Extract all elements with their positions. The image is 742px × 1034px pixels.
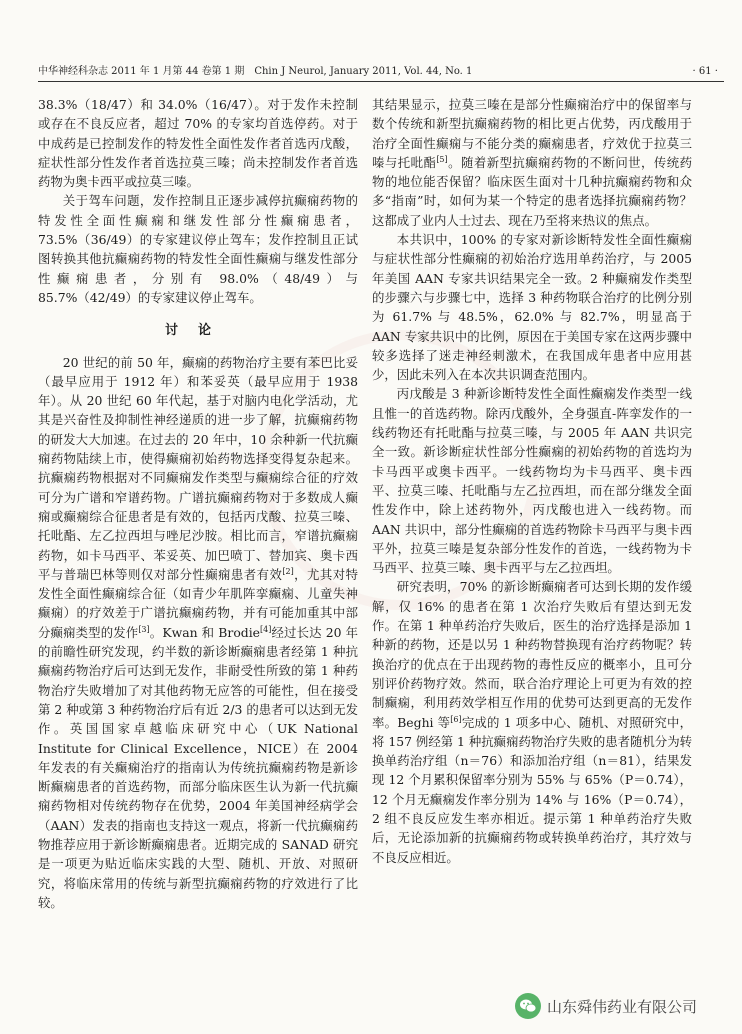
section-heading-discussion: 讨论 xyxy=(164,323,231,339)
text-run: 经过长达 20 年的前瞻性研究发现，约半数的新诊断癫痫患者经第 1 种抗癫痫药物治疗后可达到无发作，非耐受性所致的第 1 种药物治疗失败增加了对其他药物无应答的可能性，但在接受第 2 种或第 3 种药物治疗后有近 2/3 的患者可以达到无发作。英国国家卓越临床研究中心（UK National Institute for Clinical Excellence，NICE）在 2004 年发表的有关癫痫治疗的指南认为传统抗癫痫药物是新诊断癫痫患者的首选药物，而部分临床医生认为新一代抗癫痫药物相对传统药物存在优势，2004 年美国神经病学会（AAN）发表的指南也支持这一观点，将新一代抗癫痫药物推荐应用于新诊断癫痫患者。近期完成的 SANAD 研究是一项更为贴近临床实践的大型、随机、开放、对照研究，将临床常用的传统与新型抗癫痫药物的疗效进行了比较。 xyxy=(38,624,358,910)
citation-ref: [4] xyxy=(260,624,272,634)
citation-ref: [6] xyxy=(450,714,462,724)
left-column xyxy=(38,95,358,912)
text-run: ，尤其对特发性全面性癫痫综合征（如青少年肌阵挛癫痫、儿童失神癫痫）的疗效差于广谱抗癫痫药物，并有可能加重其中部分癫痫类型的发作 xyxy=(38,566,359,640)
wechat-icon xyxy=(515,993,541,1019)
source-watermark xyxy=(515,993,697,1019)
paragraph xyxy=(372,95,692,230)
paragraph xyxy=(372,577,692,866)
paragraph: 关于驾车问题，发作控制且正逐步减停抗癫痫药物的特发性全面性癫痫和继发性部分性癫痫患者，73.5%（36/49）的专家建议停止驾车；发作控制且正试图转换其他抗癫痫药物的特发性全面性癫痫与继发性部分性癫痫患者，分别有 98.0%（48/49）与 85.7%（42/49）的专家建议停止驾车。 xyxy=(38,193,358,305)
journal-citation: 中华神经科杂志 2011 年 1 月第 44 卷第 1 期 Chin J Neurol, January 2011, Vol. 44, No. 1 xyxy=(38,66,473,77)
right-column xyxy=(372,95,692,867)
page-number: · 61 · xyxy=(692,66,718,77)
header-rule xyxy=(38,81,724,82)
text-run: 研究表明，70% 的新诊断癫痫者可达到长期的发作缓解，仅 16% 的患者在第 1 次治疗失败后有望达到无发作。在第 1 种单药治疗失败后，医生的治疗选择是添加 1 种新的药物，还是以另 1 种药物替换现有治疗药物呢？转换治疗的优点在于出现药物的毒性反应的概率小，且可分别评价药物疗效。然而，联合治疗理论上可更为有效的控制癫痫，利用药效学相互作用的优势可达到更高的无发作率。Beghi 等 xyxy=(372,579,692,730)
paragraph: 本共识中，100% 的专家对新诊断特发性全面性癫痫与症状性部分性癫痫的初始治疗选用单药治疗，与 2005 年美国 AAN 专家共识结果完全一致。2 种癫痫发作类型的步骤六与步骤七中，选择 3 种药物联合治疗的比例分别为 61.7% 与 48.5%，62.0% 与 82.7%，明显高于 AAN 专家共识中的比例，原因在于美国专家在这两步骤中较多选择了迷走神经刺激术，在我国成年患者中应用甚少，因此未列入在本次共识调查范围内。 xyxy=(372,232,692,383)
text-run: 20 世纪的前 50 年，癫痫的药物治疗主要有苯巴比妥（最早应用于 1912 年）和苯妥英（最早应用于 1938 年）。从 20 世纪 60 年代起，基于对脑内电化学活动，尤其是兴奋性及抑制性神经递质的进一步了解，抗癫痫药物的研发大大加速。在过去的 20 年中，10 余种新一代抗癫痫药物陆续上市，使得癫痫初始药物选择变得复杂起来。抗癫痫药物根据对不同癫痫发作类型与癫痫综合征的疗效可分为广谱和窄谱药物。广谱抗癫痫药物对于多数成人癫痫或癫痫综合征患者是有效的，包括丙戊酸、拉莫三嗪、托吡酯、左乙拉西坦与唑尼沙胺。相比而言，窄谱抗癫痫药物，如卡马西平、苯妥英、加巴喷丁、替加宾、奥卡西平与普瑞巴林等则仅对部分性癫痫患者有效 xyxy=(38,354,358,582)
paragraph: 38.3%（18/47）和 34.0%（16/47）。对于发作未控制或存在不良反应者，超过 70% 的专家均首选停药。对于中成药是已控制发作的特发性全面性发作者首选丙戊酸，症状性部分性发作者首选拉莫三嗪；尚未控制发作者首选药物为奥卡西平或拉莫三嗪。 xyxy=(38,97,358,190)
citation-ref: [2] xyxy=(282,566,294,576)
text-run: 完成的 1 项多中心、随机、对照研究中，将 157 例经第 1 种抗癫痫药物治疗失败的患者随机分为转换单药治疗组（n＝76）和添加治疗组（n＝81），结果发现 12 个月累积保留率分别为 55% 与 65%（P＝0.74），12 个月无癫痫发作率分别为 14% 与 16%（P＝0.74），2 组不良反应发生率亦相近。提示第 1 种单药治疗失败后，无论添加新的抗癫痫药物或转换单药治疗，其疗效与不良反应相近。 xyxy=(372,714,692,865)
paragraph: 丙戊酸是 3 种新诊断特发性全面性癫痫发作类型一线且惟一的首选药物。除丙戊酸外，全身强直-阵挛发作的一线药物还有托吡酯与拉莫三嗪，与 2005 年 AAN 共识完全一致。新诊断症状性部分性癫痫的初始药物的首选均为卡马西平或奥卡西平。一线药物均为卡马西平、奥卡西平、拉莫三嗪、托吡酯与左乙拉西坦，而在部分继发全面性发作中，除上述药物外，丙戊酸也进入一线药物。而 AAN 共识中，部分性癫痫的首选药物除卡马西平与奥卡西平外，拉莫三嗪是复杂部分性发作的首选，一线药物为卡马西平、拉莫三嗪、奥卡西平与左乙拉西坦。 xyxy=(372,386,692,576)
paragraph xyxy=(38,353,358,913)
text-run: 其结果显示，拉莫三嗪在是部分性癫痫治疗中的保留率与数个传统和新型抗癫痫药物的相比更占优势，丙戊酸用于治疗全面性癫痫与不能分类的癫痫患者，疗效优于拉莫三嗪与托吡酯 xyxy=(372,97,692,170)
text-run: 。Kwan 和 Brodie xyxy=(149,624,261,640)
watermark-text: 山东舜伟药业有限公司 xyxy=(547,997,698,1016)
text-run: 。随着新型抗癫痫药物的不断问世，传统药物的地位能否保留？临床医生面对十几种抗癫痫药物和众多“指南”时，如何为某一个特定的患者选择抗癫痫药物？这都成了业内人士过去、现在乃至将来热议的焦点。 xyxy=(372,154,693,228)
citation-ref: [3] xyxy=(138,624,150,634)
citation-ref: [5] xyxy=(436,154,448,164)
